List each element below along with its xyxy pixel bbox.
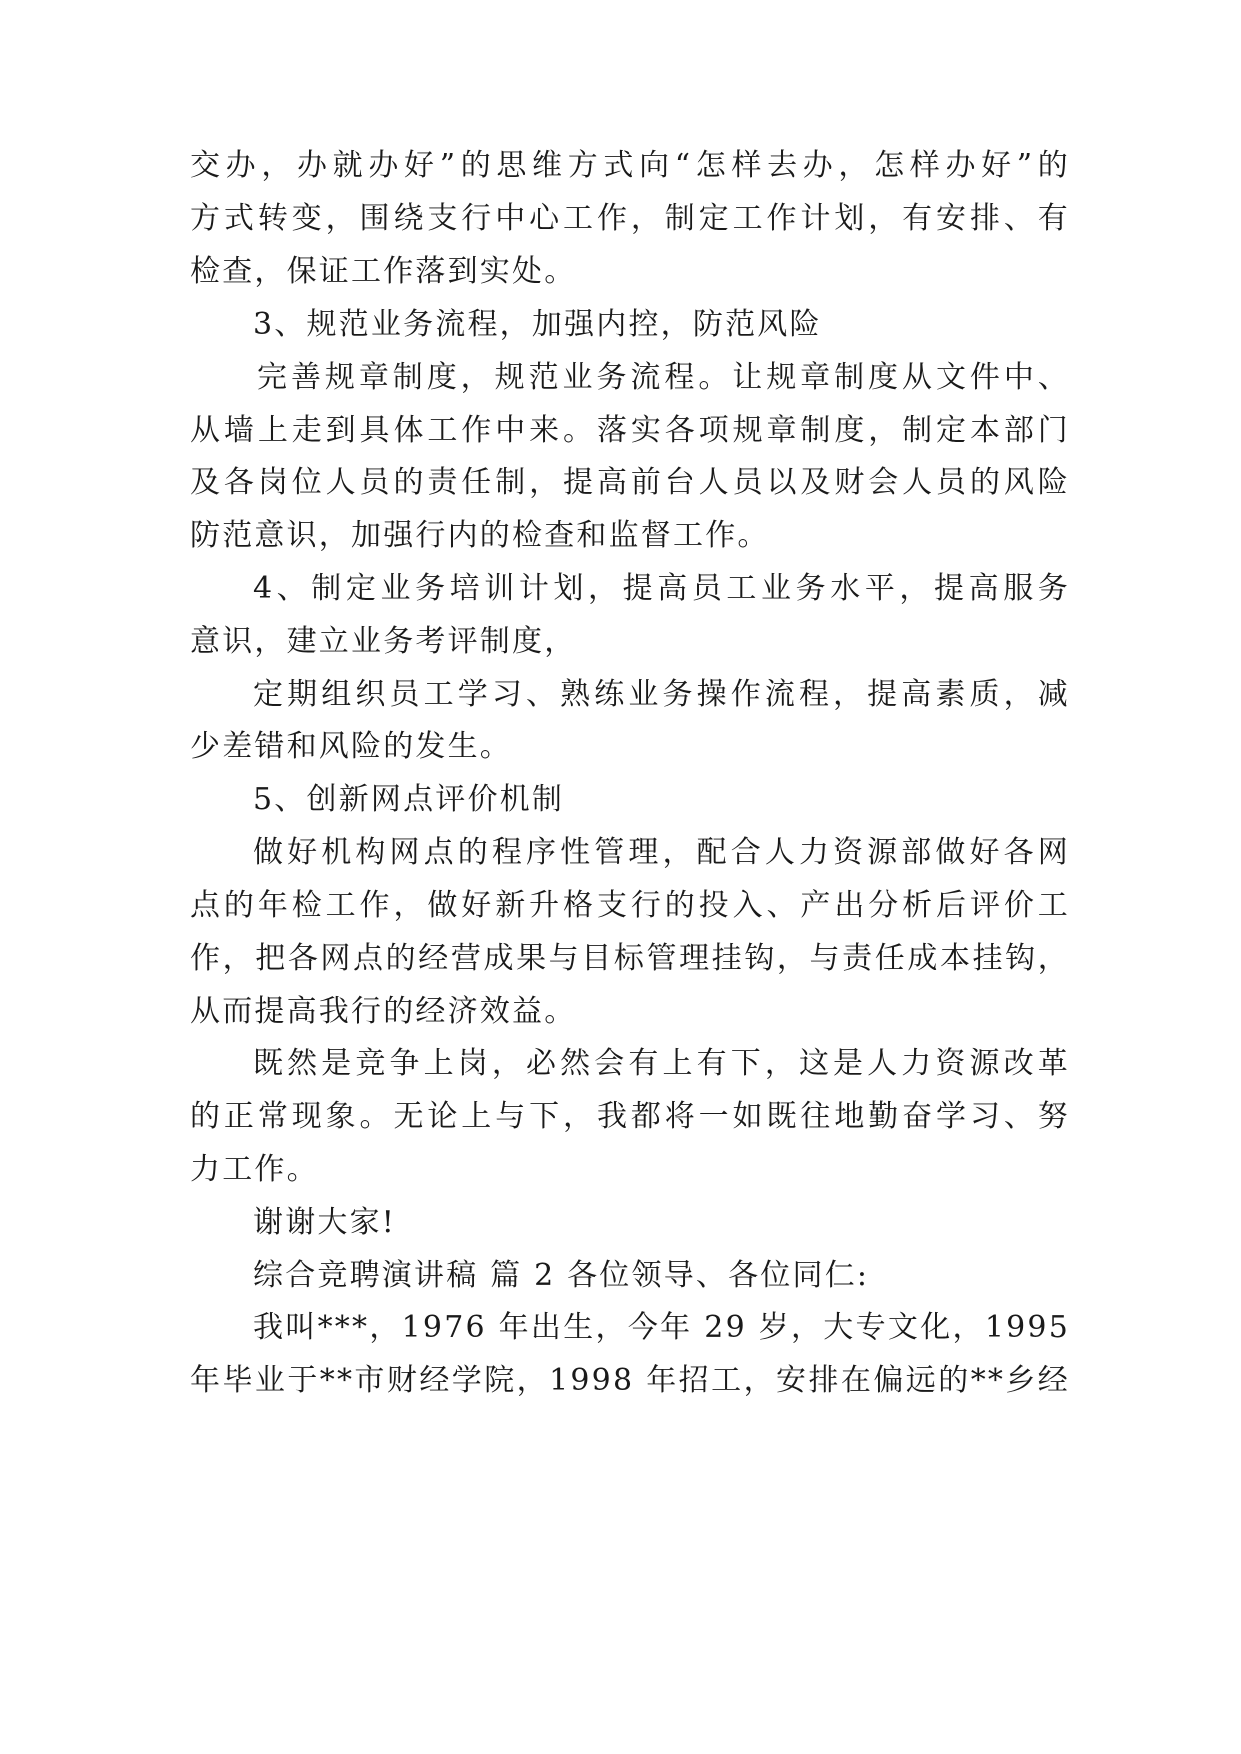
text-line: 防范意识，加强行内的检查和监督工作。: [190, 518, 770, 553]
text-line: 作，把各网点的经营成果与目标管理挂钩，与责任成本挂钩，: [190, 941, 1070, 976]
text-line: 及各岗位人员的责任制，提高前台人员以及财会人员的风险: [190, 465, 1070, 500]
text-line: 交办，办就办好”的思维方式向“怎样去办，怎样办好”的: [190, 148, 1070, 183]
text-line: 方式转变，围绕支行中心工作，制定工作计划，有安排、有: [190, 201, 1070, 236]
section-heading: 综合竞聘演讲稿 篇 2 各位领导、各位同仁:: [253, 1258, 870, 1293]
text-line: 点的年检工作，做好新升格支行的投入、产出分析后评价工: [190, 888, 1070, 923]
text-line: 定期组织员工学习、熟练业务操作流程，提高素质，减: [253, 677, 1070, 712]
text-line: 的正常现象。无论上与下，我都将一如既往地勤奋学习、努: [190, 1099, 1070, 1134]
text-line: 我叫***，1976 年出生，今年 29 岁，大专文化，1995: [253, 1310, 1070, 1345]
text-line: 从墙上走到具体工作中来。落实各项规章制度，制定本部门: [190, 413, 1070, 448]
text-line: 完善规章制度，规范业务流程。让规章制度从文件中、: [257, 360, 1070, 395]
text-line: 少差错和风险的发生。: [190, 729, 512, 764]
text-line: 意识，建立业务考评制度，: [190, 624, 577, 659]
section-heading: 4、制定业务培训计划，提高员工业务水平，提高服务: [253, 571, 1070, 606]
text-line: 做好机构网点的程序性管理，配合人力资源部做好各网: [253, 835, 1070, 870]
text-line: 从而提高我行的经济效益。: [190, 994, 577, 1029]
text-line: 谢谢大家!: [253, 1205, 397, 1240]
text-line: 检查，保证工作落到实处。: [190, 254, 577, 289]
text-line: 既然是竞争上岗，必然会有上有下，这是人力资源改革: [253, 1046, 1070, 1081]
text-line: 力工作。: [190, 1152, 319, 1187]
section-heading: 5、创新网点评价机制: [253, 782, 565, 817]
text-line: 年毕业于**市财经学院，1998 年招工，安排在偏远的**乡经: [190, 1363, 1070, 1398]
section-heading: 3、规范业务流程，加强内控，防范风险: [253, 307, 822, 342]
